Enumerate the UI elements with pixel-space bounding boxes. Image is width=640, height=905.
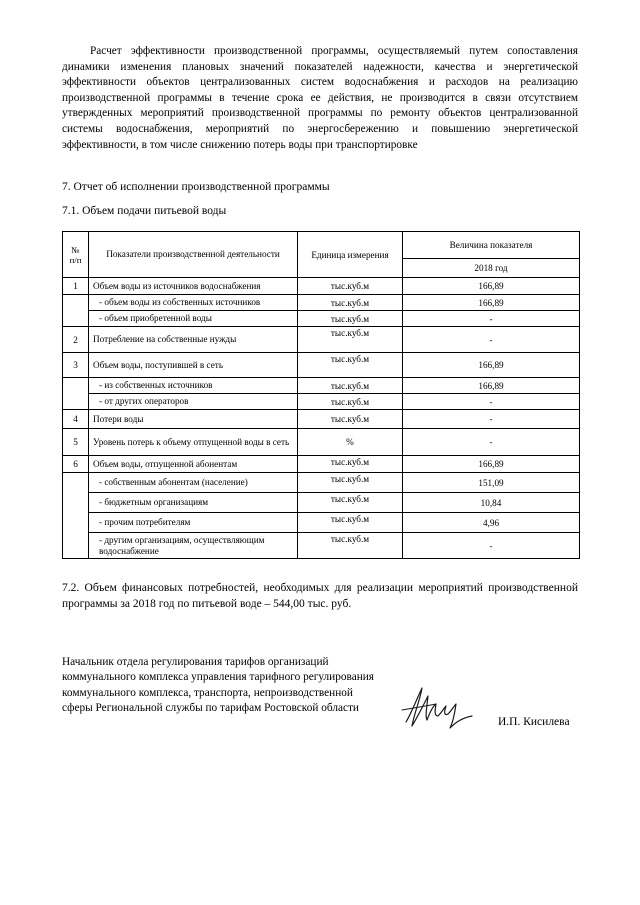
row-value: - bbox=[403, 394, 580, 410]
row-value: 151,09 bbox=[403, 473, 580, 493]
row-name: - бюджетным организациям bbox=[89, 493, 298, 513]
signature-position: Начальник отдела регулирования тарифов организаций коммунального комплекса управления тарифного регулирования коммунального комплекса, транспорта, непроизводственной сферы Региональной службы по тарифам Ростовской области bbox=[62, 656, 374, 715]
row-value: - bbox=[403, 327, 580, 353]
row-name: - другим организациям, осуществляющим водоснабжение bbox=[89, 533, 298, 559]
row-unit: тыс.куб.м bbox=[298, 410, 403, 429]
row-name: Потребление на собственные нужды bbox=[89, 327, 298, 353]
section-7-1-heading: 7.1. Объем подачи питьевой воды bbox=[62, 205, 227, 217]
table-row bbox=[63, 295, 580, 311]
table-row bbox=[63, 429, 580, 456]
table-row bbox=[63, 353, 580, 378]
row-num bbox=[63, 295, 89, 327]
header-value: Величина показателя bbox=[403, 232, 580, 259]
table-row bbox=[63, 311, 580, 327]
table-row bbox=[63, 493, 580, 513]
row-num: 4 bbox=[63, 410, 89, 429]
row-value: 166,89 bbox=[403, 295, 580, 311]
row-value: - bbox=[403, 533, 580, 559]
handwritten-signature bbox=[400, 682, 480, 734]
intro-paragraph: Расчет эффективности производственной программы, осуществляемый путем сопоставления динамики изменения плановых значений показателей надежности, качества и энергетической эффективности объектов централизованных систем водоснабжения и расходов на реализацию производственной программы в течение срока ее действия, не производится в связи отсутствием утвержденных мероприятий производственной программы по ремонту объектов централизованной системы водоснабжения, мероприятий по энергосбережению и повышению энергетической эффективности, в том числе снижению потерь воды при транспортировке bbox=[62, 45, 578, 151]
row-value: - bbox=[403, 410, 580, 429]
header-year: 2018 год bbox=[403, 259, 580, 278]
row-value: 166,89 bbox=[403, 378, 580, 394]
signer-name: И.П. Кисилева bbox=[498, 716, 570, 728]
row-name: - из собственных источников bbox=[89, 378, 298, 394]
row-num: 1 bbox=[63, 278, 89, 295]
row-value: 166,89 bbox=[403, 278, 580, 295]
row-unit: тыс.куб.м bbox=[298, 327, 403, 353]
section-7-heading: 7. Отчет об исполнении производственной программы bbox=[62, 181, 330, 193]
row-value: 4,96 bbox=[403, 513, 580, 533]
table-row bbox=[63, 456, 580, 473]
row-unit: % bbox=[298, 429, 403, 456]
row-name: - от других операторов bbox=[89, 394, 298, 410]
row-name: - объем воды из собственных источников bbox=[89, 295, 298, 311]
section-7-2-text: 7.2. Объем финансовых потребностей, необходимых для реализации мероприятий производственной программы за 2018 год по питьевой воде – 544,00 тыс. руб. bbox=[62, 582, 578, 610]
row-unit: тыс.куб.м bbox=[298, 456, 403, 473]
row-name: - объем приобретенной воды bbox=[89, 311, 298, 327]
row-unit: тыс.куб.м bbox=[298, 533, 403, 559]
row-value: - bbox=[403, 311, 580, 327]
row-unit: тыс.куб.м bbox=[298, 493, 403, 513]
row-num bbox=[63, 473, 89, 559]
row-unit: тыс.куб.м bbox=[298, 295, 403, 311]
row-num: 2 bbox=[63, 327, 89, 353]
row-name: - прочим потребителям bbox=[89, 513, 298, 533]
table-row bbox=[63, 473, 580, 493]
header-indicator: Показатели производственной деятельности bbox=[89, 232, 298, 278]
table-row bbox=[63, 394, 580, 410]
row-name: Потери воды bbox=[89, 410, 298, 429]
row-name: Объем воды, отпущенной абонентам bbox=[89, 456, 298, 473]
row-unit: тыс.куб.м bbox=[298, 353, 403, 378]
row-num: 3 bbox=[63, 353, 89, 378]
table-row bbox=[63, 278, 580, 295]
row-num: 6 bbox=[63, 456, 89, 473]
table-row bbox=[63, 410, 580, 429]
header-num: № п/п bbox=[63, 232, 89, 278]
row-unit: тыс.куб.м bbox=[298, 394, 403, 410]
row-name: Уровень потерь к объему отпущенной воды в сеть bbox=[89, 429, 298, 456]
header-unit: Единица измерения bbox=[298, 232, 403, 278]
row-unit: тыс.куб.м bbox=[298, 473, 403, 493]
row-unit: тыс.куб.м bbox=[298, 513, 403, 533]
water-supply-table bbox=[62, 231, 580, 559]
row-unit: тыс.куб.м bbox=[298, 278, 403, 295]
row-value: 166,89 bbox=[403, 353, 580, 378]
row-name: Объем воды из источников водоснабжения bbox=[89, 278, 298, 295]
row-value: 10,84 bbox=[403, 493, 580, 513]
row-value: 166,89 bbox=[403, 456, 580, 473]
row-name: Объем воды, поступившей в сеть bbox=[89, 353, 298, 378]
row-unit: тыс.куб.м bbox=[298, 311, 403, 327]
table-row bbox=[63, 327, 580, 353]
row-num: 5 bbox=[63, 429, 89, 456]
table-row bbox=[63, 513, 580, 533]
row-num bbox=[63, 378, 89, 410]
row-value: - bbox=[403, 429, 580, 456]
row-name: - собственным абонентам (население) bbox=[89, 473, 298, 493]
table-row bbox=[63, 533, 580, 559]
row-unit: тыс.куб.м bbox=[298, 378, 403, 394]
table-row bbox=[63, 378, 580, 394]
